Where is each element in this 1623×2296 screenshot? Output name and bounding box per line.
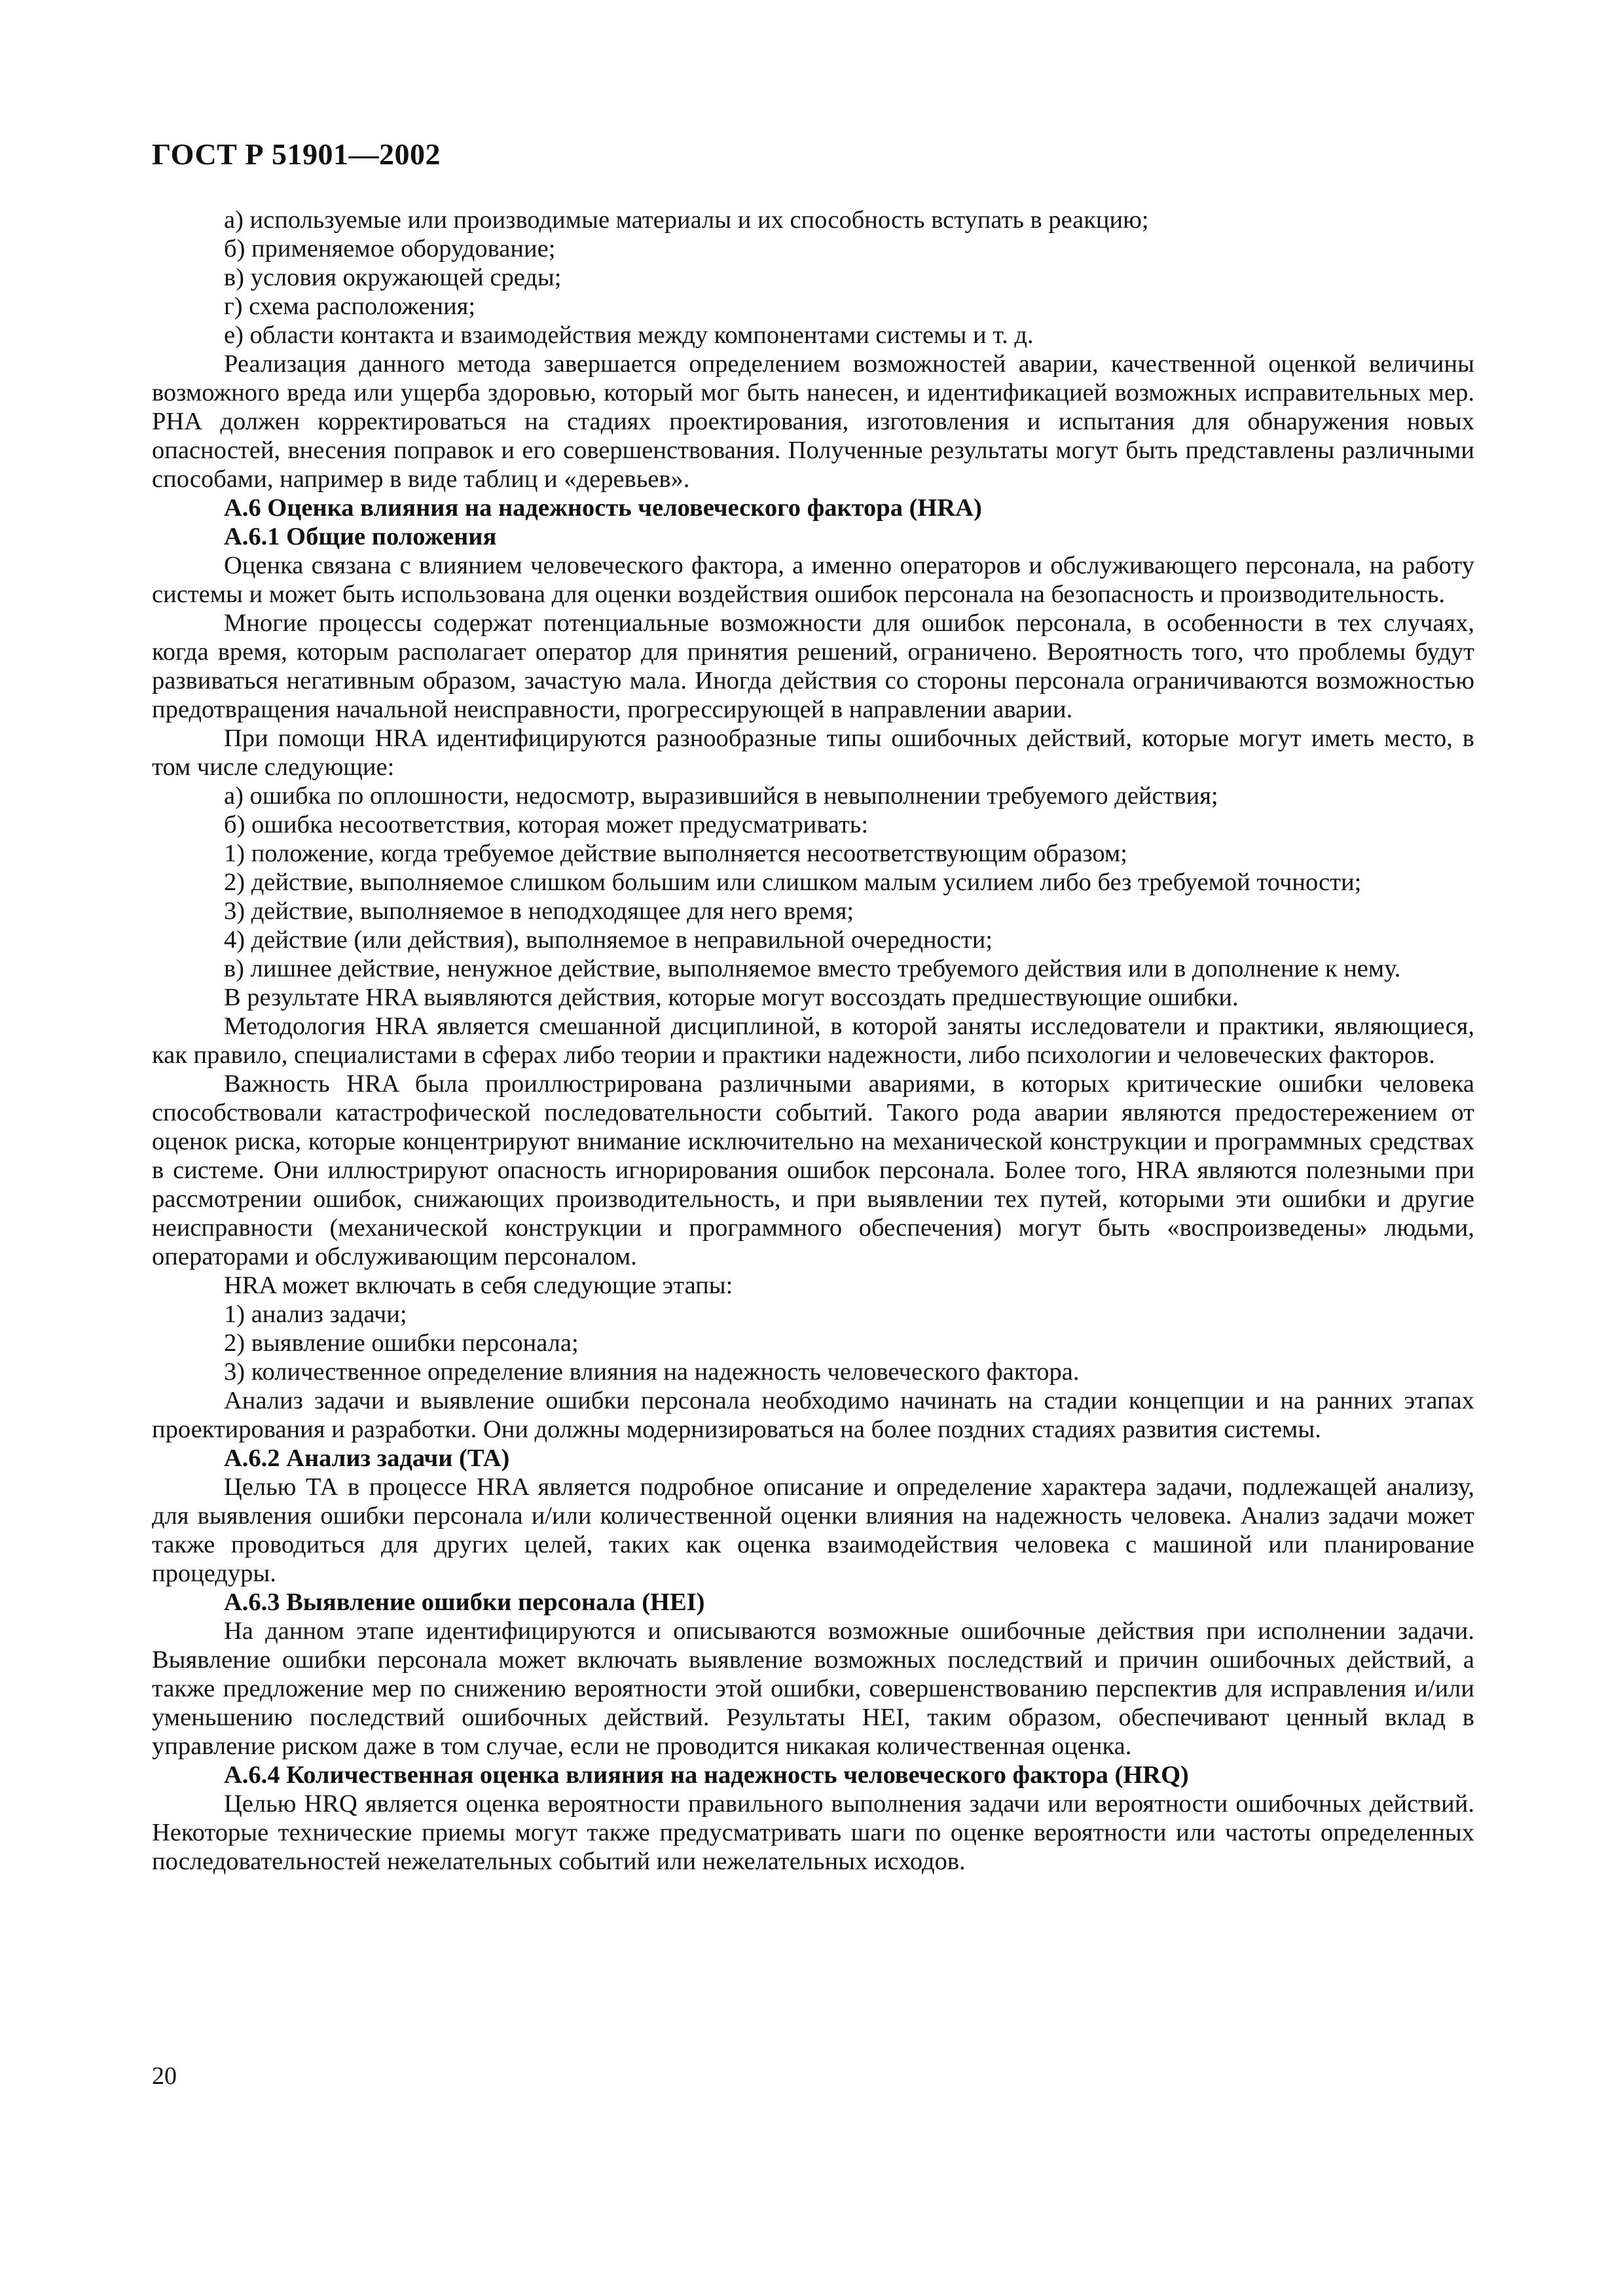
paragraph: В результате HRA выявляются действия, которые могут воссоздать предшествующие ошибки. <box>224 984 1239 1011</box>
section-heading: А.6.2 Анализ задачи (ТА) <box>224 1444 510 1472</box>
section-heading: А.6 Оценка влияния на надежность человеческого фактора (HRA) <box>224 494 982 522</box>
list-item: 1) анализ задачи; <box>224 1300 407 1328</box>
document-header: ГОСТ Р 51901—2002 <box>152 137 441 171</box>
paragraph: Реализация данного метода завершается определением возможностей аварии, качественной оценкой величины возможного вреда или ущерба здоровью, который мог быть нанесен, и идентификацией возможных исправительных мер. РНА должен корректироваться на стадиях проектирования, изготовления и испытания для обнаружения новых опасностей, внесения поправок и его совершенствования. Полученные результаты могут быть представлены различными способами, например в виде таблиц и «деревьев». <box>152 350 1474 493</box>
list-item: а) ошибка по оплошности, недосмотр, выразившийся в невыполнении требуемого действия; <box>224 782 1218 810</box>
list-item: в) условия окружающей среды; <box>224 264 562 291</box>
list-item: 3) количественное определение влияния на надежность человеческого фактора. <box>224 1358 1080 1386</box>
list-item: в) лишнее действие, ненужное действие, выполняемое вместо требуемого действия или в дополнение к нему. <box>224 955 1401 982</box>
list-item: а) используемые или производимые материалы и их способность вступать в реакцию; <box>224 206 1149 234</box>
paragraph: Оценка связана с влиянием человеческого фактора, а именно операторов и обслуживающего персонала, на работу системы и может быть использована для оценки воздействия ошибок персонала на безопасность и производительность. <box>152 552 1474 608</box>
list-item: г) схема расположения; <box>224 293 476 320</box>
paragraph: На данном этапе идентифицируются и описываются возможные ошибочные действия при исполнении задачи. Выявление ошибки персонала может включать выявление возможных последствий и причин ошибочных действий, а также предложение мер по снижению вероятности этой ошибки, совершенствованию перспектив для исправления и/или уменьшению последствий ошибочных действий. Результаты HEI, таким образом, обеспечивают ценный вклад в управление риском даже в том случае, если не проводится никакая количественная оценка. <box>152 1617 1474 1760</box>
paragraph: При помощи HRA идентифицируются разнообразные типы ошибочных действий, которые могут иметь место, в том числе следующие: <box>152 725 1474 781</box>
list-item: 4) действие (или действия), выполняемое в неправильной очередности; <box>224 926 993 954</box>
document-page <box>152 137 1474 1876</box>
section-heading: А.6.4 Количественная оценка влияния на надежность человеческого фактора (HRQ) <box>224 1761 1189 1789</box>
section-heading: А.6.1 Общие положения <box>224 523 497 550</box>
paragraph: HRA может включать в себя следующие этапы: <box>224 1272 733 1299</box>
paragraph: Многие процессы содержат потенциальные возможности для ошибок персонала, в особенности в тех случаях, когда время, которым располагает оператор для принятия решений, ограничено. Вероятность того, что проблемы будут развиваться негативным образом, зачастую мала. Иногда действия со стороны персонала ограничиваются возможностью предотвращения начальной неисправности, прогрессирующей в направлении аварии. <box>152 609 1474 723</box>
list-item: 3) действие, выполняемое в неподходящее для него время; <box>224 897 854 925</box>
paragraph: Методология HRA является смешанной дисциплиной, в которой заняты исследователи и практики, являющиеся, как правило, специалистами в сферах либо теории и практики надежности, либо психологии и человеческих факторов. <box>152 1013 1474 1069</box>
paragraph: Важность HRA была проиллюстрирована различными авариями, в которых критические ошибки человека способствовали катастрофической последовательности событий. Такого рода аварии являются предостережением от оценок риска, которые концентрируют внимание исключительно на механической конструкции и программных средствах в системе. Они иллюстрируют опасность игнорирования ошибок персонала. Более того, HRA являются полезными при рассмотрении ошибок, снижающих производительность, и при выявлении тех путей, которыми эти ошибки и другие неисправности (механической конструкции и программного обеспечения) могут быть «воспроизведены» людьми, операторами и обслуживающим персоналом. <box>152 1070 1474 1270</box>
paragraph: Целью ТА в процессе HRA является подробное описание и определение характера задачи, подлежащей анализу, для выявления ошибки персонала и/или количественной оценки влияния на надежность человека. Анализ задачи может также проводиться для других целей, таких как оценка взаимодействия человека с машиной или планирование процедуры. <box>152 1473 1474 1587</box>
list-item: 1) положение, когда требуемое действие выполняется несоответствующим образом; <box>224 840 1127 867</box>
paragraph: Анализ задачи и выявление ошибки персонала необходимо начинать на стадии концепции и на ранних этапах проектирования и разработки. Они должны модернизироваться на более поздних стадиях развития системы. <box>152 1387 1474 1443</box>
list-item: е) области контакта и взаимодействия между компонентами системы и т. д. <box>224 321 1034 349</box>
page-number: 20 <box>152 2062 177 2090</box>
list-item: 2) выявление ошибки персонала; <box>224 1329 579 1357</box>
body-text <box>152 206 1474 1876</box>
list-item: 2) действие, выполняемое слишком большим или слишком малым усилием либо без требуемой точности; <box>224 869 1362 896</box>
paragraph: Целью HRQ является оценка вероятности правильного выполнения задачи или вероятности ошибочных действий. Некоторые технические приемы могут также предусматривать шаги по оценке вероятности или частоты определенных последовательностей нежелательных событий или нежелательных исходов. <box>152 1790 1474 1875</box>
list-item: б) ошибка несоответствия, которая может предусматривать: <box>224 811 869 838</box>
list-item: б) применяемое оборудование; <box>224 235 556 262</box>
section-heading: А.6.3 Выявление ошибки персонала (HEI) <box>224 1588 705 1616</box>
